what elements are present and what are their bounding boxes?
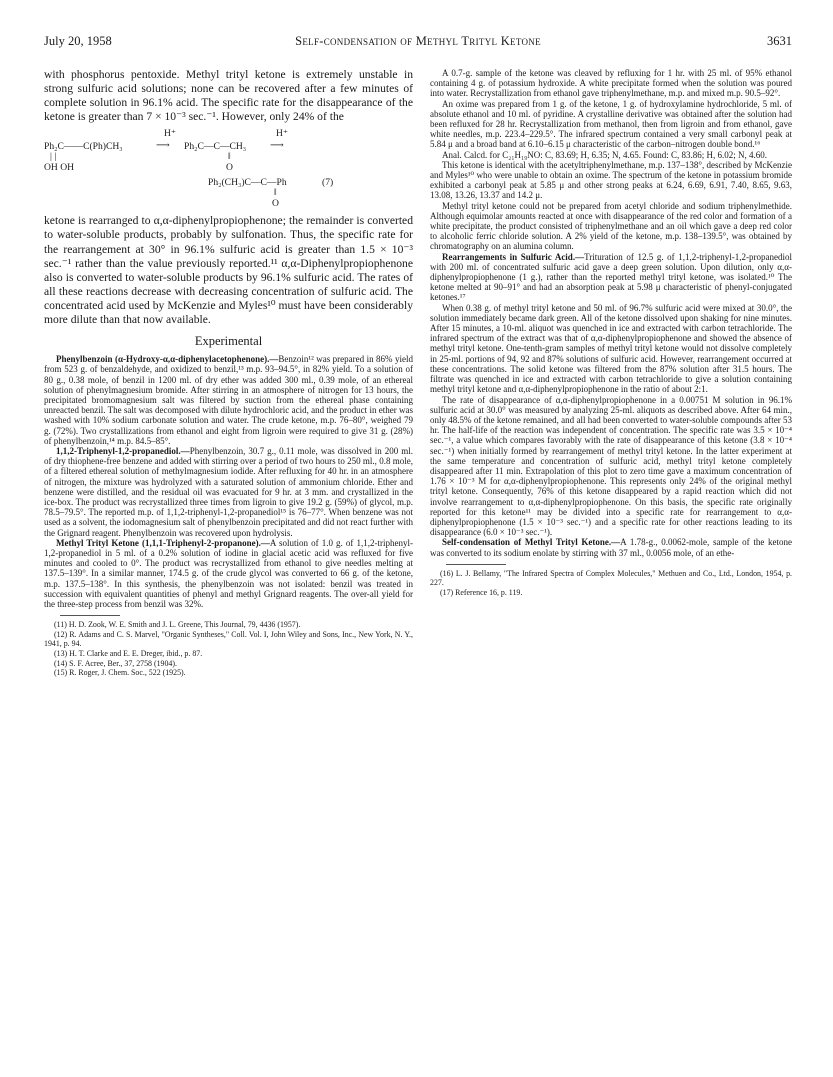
right-column <box>430 68 792 598</box>
eq-oxygen-1: O <box>226 162 233 174</box>
eq-double-bond-1: ‖ <box>228 151 231 163</box>
eq-oxygen-2: O <box>272 198 279 210</box>
eq-number: (7) <box>322 177 334 189</box>
sulfuric-acid-paragraph: When 0.38 g. of methyl trityl ketone and 50 ml. of 96.7% sulfuric acid were mixed at 30.0°, the solution immediately became dark green. All of the ketone dissolved upon shaking for nine minutes. After 15 minutes, a 10-ml. aliquot was quenched in ice and extracted with carbon tetrachloride. The infrared spectrum of the extract was that of α,α-diphenylpropiophenone and showed the absence of methyl trityl ketone. One-tenth-gram samples of methyl trityl ketone would not dissolve completely in 25-ml. portions of 94, 92 and 87% solutions of sulfuric acid. However, rearrangement occurred at these concentrations. The solid ketone was filtered from the 87% solution after 31.5 hours. The filtrate was quenched in ice and extracted with carbon tetrachloride to give a solution containing methyl trityl ketone and α,α-diphenylpropiophenone in the ratio of about 2:1. <box>430 302 792 395</box>
phenylbenzoin-heading: Phenylbenzoin (α-Hydroxy-α,α-diphenylacetophenone).— <box>56 354 279 365</box>
eq-hydroxyls: OH OH <box>44 162 75 174</box>
header-page-number: 3631 <box>767 34 792 48</box>
experimental-heading: Experimental <box>194 334 263 349</box>
rearrangements-paragraph <box>430 252 792 303</box>
phenylbenzoin-paragraph <box>44 354 413 446</box>
phenylbenzoin-text: Benzoin¹² was prepared in 86% yield from 523 g. of benzaldehyde, and oxidized to benzil,¹³ m.p. 93–94.5°, in 82% yield. To a solution of 80 g., 0.38 mole, of benzil in 1200 ml. of dry ether was added 300 ml., 0.39 mole, of an ethereal solution of phenylmagnesium bromide. After stirring in an atmosphere of nitrogen for 13 hours, the precipitated bromomagnesium salt was filtered by suction from the ethereal phase containing unreacted benzil. The salt was decomposed with dilute hydrochloric acid, and the product in ether was washed with 10% sodium carbonate solution and water. The crude ketone, m.p. 76–80°, weighed 79 g. (72%). Two crystallizations from ethanol and eight from ligroin were required to give 31 g. (28%) of phenylbenzoin,¹⁴ m.p. 84.5–85°. <box>44 354 413 446</box>
cleavage-paragraph: A 0.7-g. sample of the ketone was cleaved by refluxing for 1 hr. with 25 ml. of 95% ethanol containing 4 g. of potassium hydroxide. A white precipitate formed when the solution was poured into water. Recrystallization from ethanol gave triphenylmethane, m.p. and mixed m.p. 90.5–92°. <box>430 68 792 99</box>
eq-arrow-2: ⟶ <box>270 140 284 152</box>
footnote-11: (11) H. D. Zook, W. E. Smith and J. L. Greene, This Journal, 79, 4436 (1957). <box>54 620 301 630</box>
footnote-rule <box>60 615 120 616</box>
self-condensation-heading: Self-condensation of Methyl Trityl Ketone.— <box>442 537 621 548</box>
footnote-rule-right <box>446 564 506 565</box>
analysis-paragraph: Anal. Calcd. for C₂₁H₁₉NO: C, 83.69; H, 6.35; N, 4.65. Found: C, 83.86; H, 6.02; N, 4.60. <box>442 149 768 160</box>
self-condensation-paragraph <box>430 537 792 557</box>
eq-h-plus-2: H⁺ <box>276 128 288 140</box>
rate-paragraph: The rate of disappearance of α,α-diphenylpropiophenone in a 0.00751 M solution in 96.1% sulfuric acid at 30.0° was measured by analyzing 25-ml. aliquots as described above. After 64 min., only 48.5% of the ketone remained, and all had been converted to water-soluble compounds after 53 hr. The half-life of the reaction was independent of concentration. The specific rate was 3.5 × 10⁻⁴ sec.⁻¹, a value which compares favorably with the rate of disappearance of this ketone (3.8 × 10⁻⁴ sec.⁻¹) when initially formed by rearrangement of methyl trityl ketone. In the latter experiment at the same temperature and concentration of sulfuric acid, methyl trityl ketone completely disappeared after 11 min. Extrapolation of this plot to zero time gave a maximum concentration of 1.76 × 10⁻³ M for α,α-diphenylpropiophenone. This represents only 24% of the original methyl trityl ketone. Consequently, 76% of this ketone disappeared by a rapid reaction which did not involve rearrangement to α,α-diphenylpropiophenone. On this basis, the specific rate originally reported for this ketone¹¹ may be divided into a specific rate for rearrangement to α,α-diphenylpropiophenone (1.5 × 10⁻³ sec.⁻¹) and a specific rate for other reactions leading to its disappearance (6.0 × 10⁻³ sec.⁻¹). <box>430 394 792 538</box>
eq-arrow-1: ⟶ <box>156 140 170 152</box>
oxime-paragraph: An oxime was prepared from 1 g. of the ketone, 1 g. of hydroxylamine hydrochloride, 5 ml. of absolute ethanol and 10 ml. of pyridine. A crystalline derivative was obtained after the solution had been refluxed for 28 hr. Recrystallization from methanol, then from ligroin and from ethanol, gave white needles, m.p. 223.4–229.5°. The infrared spectrum contained a very small carbonyl peak at 5.84 μ and a broad band at 6.10–6.15 μ characteristic of the carbon–nitrogen double bond.¹⁶ <box>430 98 792 150</box>
propanediol-heading: 1,1,2-Triphenyl-1,2-propanediol.— <box>56 445 190 456</box>
rearrangements-heading: Rearrangements in Sulfuric Acid.— <box>442 251 585 262</box>
eq-intermediate: Ph₂C—C—CH₃ <box>184 141 247 153</box>
header-title: Self-condensation of Methyl Trityl Ketone <box>295 34 541 48</box>
intro-paragraph-1: with phosphorus pentoxide. Methyl trityl ketone is extremely unstable in strong sulfuric acid solutions; none can be recovered after a few minutes of complete solution in 96.1% acid. The specific rate for the disappearance of the ketone is greater than 7 × 10⁻³ sec.⁻¹. However, only 24% of the <box>44 68 413 124</box>
footnote-15: (15) R. Roger, J. Chem. Soc., 522 (1925). <box>54 668 186 678</box>
identity-paragraph: This ketone is identical with the acetyltriphenylmethane, m.p. 137–138°, described by McKenzie and Myles¹⁰ who were unable to obtain an oxime. The spectrum of the ketone in potassium bromide exhibited a carbonyl peak at 5.85 μ and other strong peaks at 6.24, 6.69, 6.91, 7.40, 8.65, 9.63, 13.08, 13.26, 13.37 and 14.2 μ. <box>430 159 792 201</box>
eq-h-plus-1: H⁺ <box>164 128 176 140</box>
eq-reactant: Ph₂C——C(Ph)CH₃ <box>44 141 123 153</box>
left-footnotes <box>44 615 413 678</box>
methyl-trityl-ketone-text: A solution of 1.0 g. of 1,1,2-triphenyl-1,2-propanediol in 5 ml. of a 0.2% solution of iodine in glacial acetic acid was refluxed for five minutes and cooled to 0°. The product was recrystallized from ethanol to give needles melting at 137.5–139°. In a similar manner, 174.5 g. of the crude glycol was converted to 66 g. of the ketone, m.p. 137.5–138°. In this synthesis, the phenylbenzoin was not isolated: benzil was treated in succession with equivalent quantities of phenyl and methyl Grignard reagents. The over-all yield for the three-step process from benzil was 32%. <box>44 537 413 609</box>
footnote-17: (17) Reference 16, p. 119. <box>440 587 523 597</box>
rearrangements-text: Trituration of 12.5 g. of 1,1,2-triphenyl-1,2-propanediol with 200 ml. of concentrated sulfuric acid gave a deep green solution. Upon dilution, only α,α-diphenylpropiophenone (1 g.), rather than the reported methyl trityl ketone, was isolated.¹⁰ The ketone melted at 90–91° and had an absorption peak at 5.98 μ characteristic of phenyl-conjugated ketones.¹⁷ <box>430 251 793 303</box>
eq-double-bond-2: ‖ <box>274 187 277 199</box>
eq-single-bonds: | | <box>50 151 57 163</box>
left-column <box>44 68 413 678</box>
footnote-16: (16) L. J. Bellamy, "The Infrared Spectra of Complex Molecules," Methuen and Co., Ltd., London, 1954, p. 227. <box>430 568 792 588</box>
propanediol-text: Phenylbenzoin, 30.7 g., 0.11 mole, was dissolved in 200 ml. of dry thiophene-free benzene and added with stirring over a period of two hours to 250 ml., 0.8 mole, of a filtered ethereal solution of methylmagnesium iodide. After refluxing for 40 hr. in an atmosphere of nitrogen, the mixture was hydrolyzed with a saturated solution of ammonium chloride. Ether and benzene were distilled, and the residual oil was evacuated for 9 hr. at 3 mm. and crystallized in the ice-box. The product was recrystallized three times from ligroin to give 19.2 g. (59%) of glycol, m.p. 78.5–79.5°. The reported m.p. of 1,1,2-triphenyl-1,2-propanediol¹⁵ is 76–77°. When benzene was not used as a solvent, the iodomagnesium salt of phenylbenzoin precipitated and did not react further with the Grignard reagent. Phenylbenzoin was recovered upon hydrolysis. <box>44 445 413 538</box>
footnote-13: (13) H. T. Clarke and E. E. Dreger, ibid., p. 87. <box>54 648 203 658</box>
right-footnotes <box>430 564 792 598</box>
header-date: July 20, 1958 <box>44 34 112 48</box>
intro-paragraph-2: ketone is rearranged to α,α-diphenylpropiophenone; the remainder is converted to water-soluble products, probably by sulfonation. Thus, the specific rate for the rearrangement at 30° in 96.1% sulfuric acid is greater than 1.5 × 10⁻³ sec.⁻¹ rather than the value previously reported.¹¹ α,α-Diphenylpropiophenone also is converted to water-soluble products by 96.1% sulfuric acid. The rates of all these reactions decrease with decreasing concentration of sulfuric acid. The concentrated acid used by McKenzie and Myles¹⁰ must have been considerably more dilute than that now available. <box>44 214 413 327</box>
footnote-12: (12) R. Adams and C. S. Marvel, "Organic Syntheses," Coll. Vol. I, John Wiley and Sons, Inc., New York, N. Y., 1941, p. 94. <box>44 629 413 649</box>
methyl-trityl-ketone-heading: Methyl Trityl Ketone (1,1,1-Triphenyl-2-propanone).— <box>56 537 270 548</box>
eq-product: Ph₂(CH₃)C—C—Ph <box>208 177 287 189</box>
preparation-failure-paragraph: Methyl trityl ketone could not be prepared from acetyl chloride and sodium triphenylmethide. Although equimolar amounts reacted at once with disappearance of the red color and formation of a white precipitate, the product consisted of triphenylmethane and an oil which gave a deep red color to alcoholic ferric chloride solution. A 2% yield of the ketone, m.p. 138–139.5°, was obtained by chromatography on an alumina column. <box>430 200 792 252</box>
self-condensation-text: A 1.78-g., 0.0062-mole, sample of the ketone was converted to its sodium enolate by stirring with 37 ml., 0.0056 mole, of an ethe- <box>430 537 792 558</box>
methyl-trityl-ketone-paragraph <box>44 538 413 609</box>
footnote-14: (14) S. F. Acree, Ber., 37, 2758 (1904). <box>54 658 177 668</box>
equation-7 <box>44 126 413 210</box>
page-header <box>44 34 792 52</box>
propanediol-paragraph <box>44 446 413 538</box>
